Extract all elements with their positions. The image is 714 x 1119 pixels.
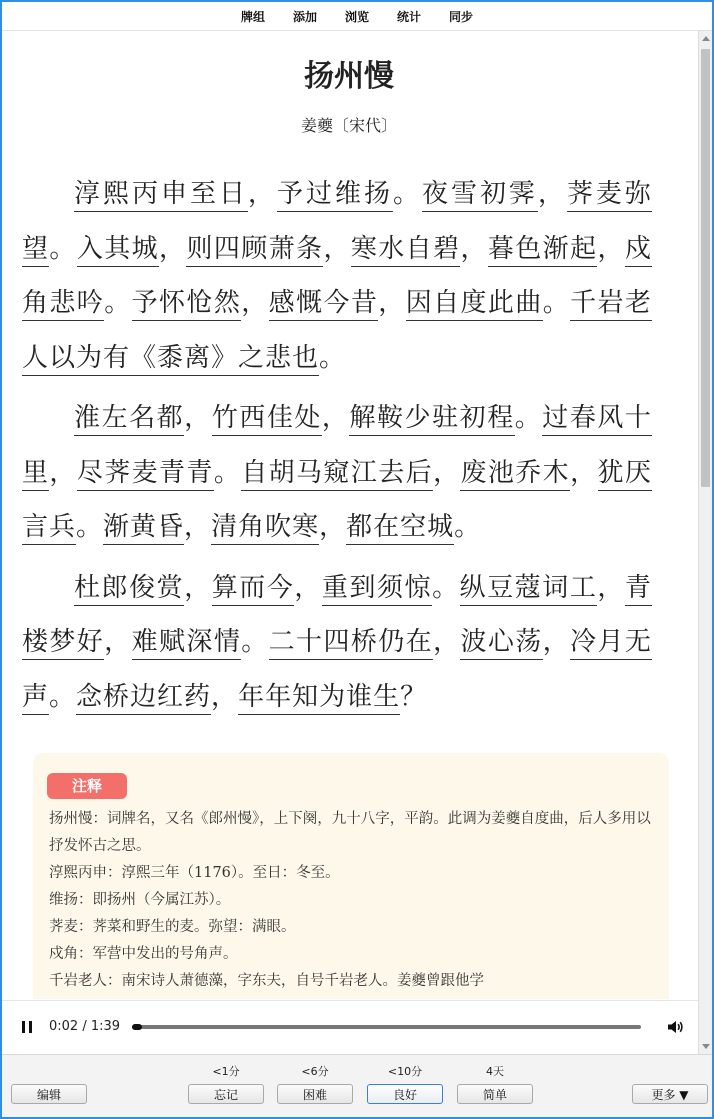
note-line: 千岩老人：南宋诗人萧德藻，字东夫，自号千岩老人。姜夔曾跟他学 — [49, 973, 484, 989]
note-line: 淳熙丙申：淳熙三年（1176）。至日：冬至。 — [49, 865, 340, 881]
poem-punctuation: 。 — [49, 681, 77, 712]
edit-button[interactable]: 编辑 — [11, 1084, 87, 1104]
poem-punctuation: 。 — [76, 512, 104, 542]
interval-again: <1分 — [212, 1065, 240, 1078]
menu-browse[interactable]: 浏览 — [344, 9, 369, 24]
poem-phrase: 杜郎俊赏 — [74, 573, 184, 606]
poem-phrase: 则四顾萧条 — [186, 234, 323, 267]
poem-phrase: 因自度此曲 — [406, 288, 543, 321]
interval-good: <10分 — [387, 1065, 423, 1078]
poem-punctuation: ， — [378, 288, 406, 318]
poem-paragraph — [22, 167, 652, 385]
playback-time: 0:02 / 1:39 — [49, 1019, 121, 1034]
poem-paragraph — [22, 561, 652, 725]
poem-punctuation: 。 — [241, 627, 269, 657]
poem-phrase: 冷月无声 — [22, 627, 652, 715]
scroll-down-icon[interactable] — [702, 1044, 710, 1049]
poem-phrase: 过春风十里 — [22, 403, 652, 491]
poem-punctuation: ， — [184, 403, 212, 433]
poem-phrase: 难赋深情 — [132, 627, 242, 660]
poem-phrase: 暮色渐起 — [488, 234, 598, 267]
poem-phrase: 淮左名都 — [74, 403, 184, 436]
poem-punctuation: 。 — [392, 179, 422, 209]
vertical-scrollbar[interactable] — [698, 31, 713, 1054]
poem-punctuation: ， — [597, 572, 625, 603]
poem-punctuation: ， — [159, 233, 187, 264]
audio-player — [2, 1000, 698, 1053]
poem-title: 扬州慢 — [304, 59, 394, 94]
poem-phrase: 念桥边红药 — [76, 682, 211, 715]
poem-body — [22, 167, 652, 730]
poem-phrase: 清角吹寒 — [211, 512, 319, 545]
poem-phrase: 废池乔木 — [460, 458, 570, 491]
poem-punctuation: ， — [597, 233, 625, 264]
poem-phrase: 二十四桥仍在 — [269, 627, 433, 660]
menu-sync[interactable]: 同步 — [449, 9, 474, 24]
poem-punctuation: ， — [247, 179, 277, 209]
poem-paragraph — [22, 391, 652, 555]
more-button[interactable]: 更多 ▼ — [632, 1084, 708, 1104]
volume-icon[interactable] — [666, 1018, 684, 1036]
review-bar — [2, 1054, 712, 1118]
poem-phrase: 纵豆蔻词工 — [460, 573, 598, 606]
poem-punctuation: ， — [433, 457, 461, 488]
poem-phrase: 青楼梦好 — [22, 573, 652, 661]
menu-stats[interactable]: 统计 — [397, 9, 422, 24]
scrollbar-thumb[interactable] — [701, 49, 710, 487]
note-line: 维扬：即扬州（今属江苏）。 — [49, 892, 231, 908]
poem-punctuation: ， — [321, 403, 350, 433]
poem-author: 姜夔〔宋代〕 — [300, 116, 397, 135]
playback-progress-bar[interactable] — [132, 1025, 641, 1029]
poem-punctuation: ， — [241, 288, 269, 318]
note-line: 荠麦：荠菜和野生的麦。弥望：满眼。 — [49, 919, 296, 935]
poem-phrase: 入其城 — [77, 234, 159, 267]
again-button[interactable]: 忘记 — [188, 1084, 264, 1104]
poem-phrase: 算而今 — [212, 573, 295, 606]
poem-phrase: 都在空城 — [346, 512, 454, 545]
poem-punctuation: 。 — [213, 457, 242, 488]
poem-punctuation: ， — [319, 512, 347, 542]
note-line: 扬州慢：词牌名，又名《郎州慢》，上下阕，九十八字，平韵。此调为姜夔自度曲，后人多用以抒发怀古之思。 — [49, 811, 651, 854]
poem-phrase: 尽荠麦青青 — [77, 458, 214, 491]
poem-phrase: 波心荡 — [460, 627, 542, 660]
poem-punctuation: 。 — [432, 572, 460, 603]
poem-punctuation: ， — [104, 627, 132, 657]
poem-punctuation: ， — [184, 512, 212, 542]
poem-punctuation: ， — [323, 233, 351, 264]
poem-phrase: 犹厌言兵 — [22, 458, 652, 546]
poem-phrase: 竹西佳处 — [212, 403, 322, 436]
poem-phrase: 自胡马窥江去后 — [241, 458, 433, 491]
poem-punctuation: ， — [49, 457, 77, 488]
playback-progress-fill — [132, 1024, 142, 1030]
poem-phrase: 淳熙丙申至日 — [74, 179, 248, 212]
interval-easy: 4天 — [486, 1065, 504, 1078]
poem-phrase: 渐黄昏 — [103, 512, 184, 545]
poem-phrase: 重到须惊 — [322, 573, 432, 606]
poem-punctuation: ， — [460, 233, 488, 264]
poem-phrase: 戍角悲吟 — [22, 234, 652, 322]
menu-decks[interactable]: 牌组 — [240, 9, 265, 24]
notes-tag: 注释 — [47, 773, 127, 799]
card-content — [2, 31, 696, 999]
easy-button[interactable]: 简单 — [457, 1084, 533, 1104]
poem-punctuation: ， — [184, 572, 212, 603]
menu-add[interactable]: 添加 — [292, 9, 317, 24]
poem-punctuation: 。 — [319, 342, 347, 373]
top-menu — [2, 2, 712, 31]
poem-phrase: 寒水自碧 — [351, 234, 461, 267]
poem-phrase: 夜雪初霁 — [422, 179, 538, 212]
poem-phrase: 解鞍少驻初程 — [349, 403, 514, 436]
notes-list — [49, 806, 655, 995]
poem-punctuation: 。 — [104, 288, 132, 318]
poem-punctuation: ， — [537, 179, 567, 209]
poem-punctuation: ， — [211, 681, 239, 712]
poem-punctuation: 。 — [454, 512, 482, 542]
poem-punctuation: 。 — [49, 233, 77, 264]
hard-button[interactable]: 困难 — [277, 1084, 353, 1104]
poem-phrase: 千岩老人以为有《黍离》之悲也 — [22, 288, 652, 376]
interval-hard: <6分 — [301, 1065, 329, 1078]
notes-box — [33, 753, 669, 999]
poem-punctuation: ， — [570, 457, 598, 488]
poem-phrase: 年年知为谁生 — [238, 682, 400, 715]
scroll-up-icon[interactable] — [702, 36, 710, 41]
poem-punctuation: 。 — [514, 403, 543, 433]
poem-phrase: 荠麦弥望 — [22, 179, 652, 267]
poem-phrase: 感慨今昔 — [269, 288, 379, 321]
poem-punctuation: ？ — [400, 681, 428, 712]
poem-punctuation: ， — [433, 627, 461, 657]
poem-punctuation: ， — [294, 572, 322, 603]
poem-punctuation: ， — [542, 627, 571, 657]
note-line: 戍角：军营中发出的号角声。 — [49, 946, 238, 962]
poem-phrase: 予怀怆然 — [132, 288, 242, 321]
poem-phrase: 予过维扬 — [277, 179, 393, 212]
good-button[interactable]: 良好 — [367, 1084, 443, 1104]
poem-punctuation: 。 — [542, 288, 571, 318]
pause-icon[interactable] — [22, 1021, 33, 1033]
